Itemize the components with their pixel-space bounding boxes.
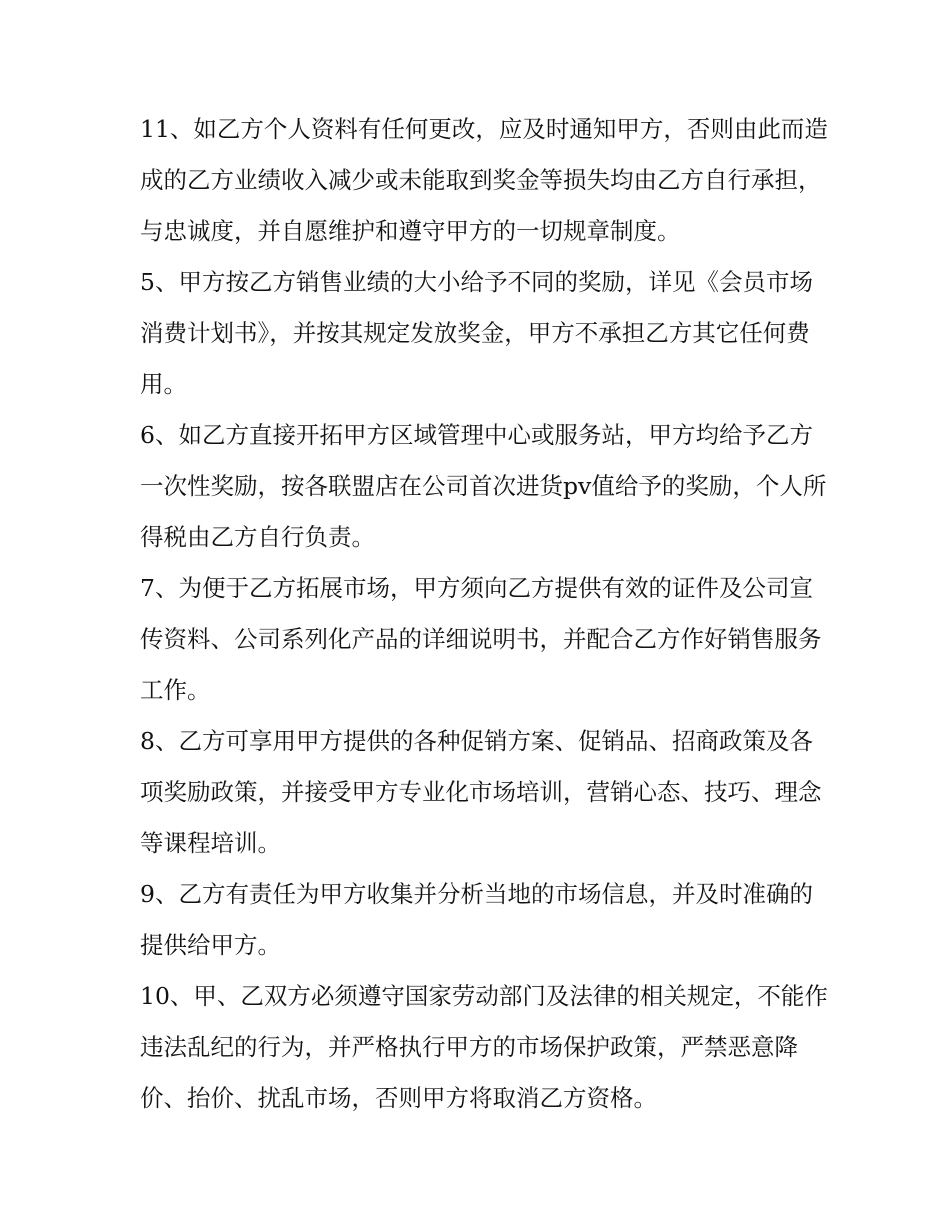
- paragraph-clause-5: 5、甲方按乙方销售业绩的大小给予不同的奖励，详见《会员市场消费计划书》，并按其规定发放奖金，甲方不承担乙方其它任何费用。: [140, 268, 813, 398]
- paragraph-clause-6: 6、如乙方直接开拓甲方区域管理中心或服务站，甲方均给予乙方一次性奖励，按各联盟店在公司首次进货pv值给予的奖励，个人所得税由乙方自行负责。: [140, 421, 827, 551]
- paragraph-clause-10: 10、甲、乙双方必须遵守国家劳动部门及法律的相关规定，不能作违法乱纪的行为，并严格执行甲方的市场保护政策，严禁恶意降价、抬价、扰乱市场，否则甲方将取消乙方资格。: [140, 982, 828, 1112]
- paragraph-clause-7: 7、为便于乙方拓展市场，甲方须向乙方提供有效的证件及公司宣传资料、公司系列化产品的详细说明书，并配合乙方作好销售服务工作。: [140, 574, 822, 704]
- paragraph-clause-11: 11、如乙方个人资料有任何更改，应及时通知甲方，否则由此而造成的乙方业绩收入减少或未能取到奖金等损失均由乙方自行承担，与忠诚度，并自愿维护和遵守甲方的一切规章制度。: [140, 115, 828, 245]
- document-page: [140, 104, 830, 1124]
- paragraph-clause-8: 8、乙方可享用甲方提供的各种促销方案、促销品、招商政策及各项奖励政策，并接受甲方专业化市场培训，营销心态、技巧、理念等课程培训。: [140, 727, 822, 857]
- paragraph-clause-9: 9、乙方有责任为甲方收集并分析当地的市场信息，并及时准确的提供给甲方。: [140, 880, 813, 959]
